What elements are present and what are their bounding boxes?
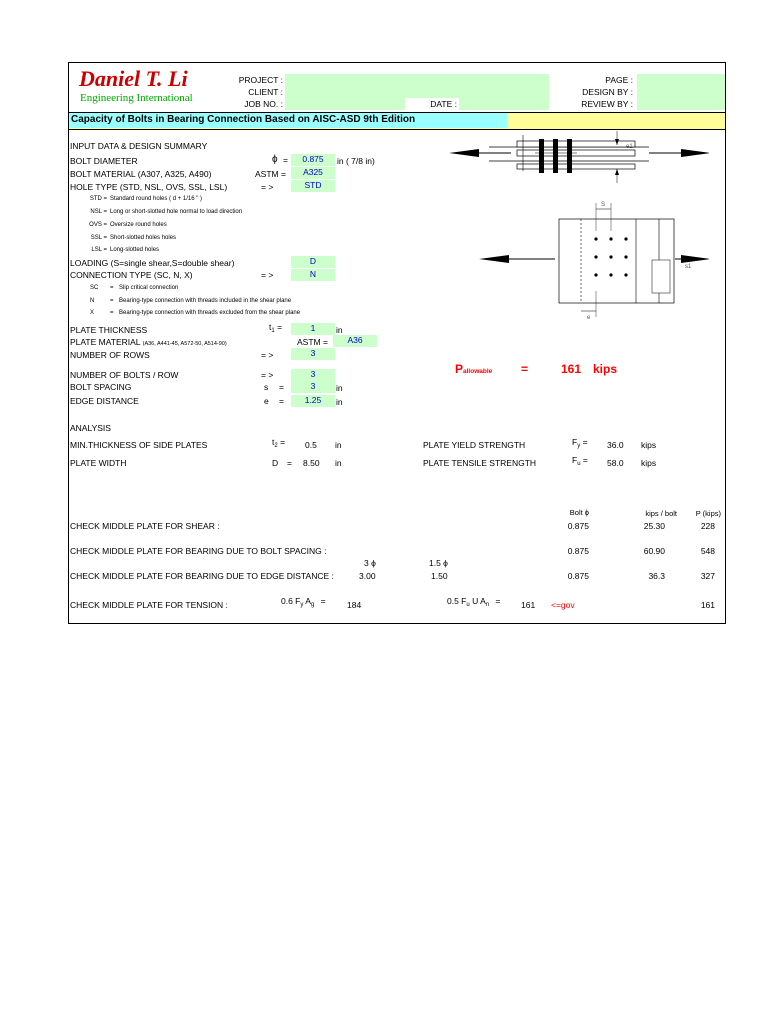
tension-value-2: 161: [521, 600, 536, 610]
tensile-label: PLATE TENSILE STRENGTH: [423, 458, 537, 468]
conn-desc: Bearing-type connection with threads included in the shear plane: [119, 298, 292, 304]
phi-symbol: ϕ: [272, 154, 278, 165]
input-section-title: INPUT DATA & DESIGN SUMMARY: [70, 141, 208, 151]
fy-letter: F: [572, 437, 578, 447]
plate-material-note: (A36, A441-45, A572-50, A514-90): [142, 341, 227, 347]
expr2-c: U A: [469, 596, 486, 606]
plate-material-text: PLATE MATERIAL: [70, 337, 141, 347]
gov-label: <=gov: [551, 600, 575, 610]
connection-input[interactable]: N: [291, 269, 335, 281]
diagram-s1-label: s1: [685, 264, 692, 270]
t2-sub: 2: [274, 443, 278, 449]
bolt-3: [567, 139, 572, 173]
conn-code: X: [90, 310, 95, 316]
plan-right-arrow: [681, 255, 709, 263]
connection-arrow: = >: [261, 270, 274, 280]
rows-input[interactable]: 3: [291, 348, 335, 360]
fu-letter: F: [572, 455, 578, 465]
connection-label: CONNECTION TYPE (SC, N, X): [70, 270, 193, 280]
min-thickness-unit: in: [335, 440, 342, 450]
hole-type-input[interactable]: STD: [291, 180, 335, 192]
expr2-a: 0.5 F: [447, 596, 467, 606]
diagram-e1-label: e1: [626, 144, 633, 150]
client-label: CLIENT :: [248, 87, 283, 97]
fy-value: 36.0: [607, 440, 624, 450]
hole-code: LSL =: [91, 247, 107, 253]
bolt-2: [553, 139, 558, 173]
bolts-per-row-arrow: = >: [261, 370, 274, 380]
one5-phi-label: 1.5 ϕ: [429, 558, 448, 568]
e-eq: =: [279, 396, 284, 406]
sheet-title: Capacity of Bolts in Bearing Connection Based on AISC-ASD 9th Edition: [71, 114, 416, 125]
three-phi-value: 3.00: [359, 571, 376, 581]
page-input[interactable]: [637, 74, 725, 86]
conn-sep: =: [110, 285, 114, 291]
plate-thickness-input[interactable]: 1: [291, 323, 335, 335]
calc-sheet: [68, 62, 726, 624]
hole-desc: Short-slotted holes holes: [110, 235, 177, 241]
min-thickness-value: 0.5: [305, 440, 317, 450]
expr1-c: A: [303, 596, 311, 606]
plan-view: [479, 203, 709, 317]
p-sub: allowable: [463, 368, 493, 375]
plate-width-value: 8.50: [303, 458, 320, 468]
hole-code: NSL =: [90, 209, 107, 215]
t2-letter: t: [272, 437, 275, 447]
spacing-input[interactable]: 3: [291, 381, 335, 393]
bolt-diameter-unit: in ( 7/8 in): [337, 156, 375, 166]
client-input[interactable]: [285, 86, 549, 98]
col-kips-bolt-header: kips / bolt: [645, 509, 677, 518]
expr2-eq: =: [495, 596, 501, 606]
plate-material-input[interactable]: A36: [333, 335, 377, 347]
design-by-input[interactable]: [637, 86, 725, 98]
bolt-diameter-input[interactable]: 0.875: [291, 154, 335, 166]
check-kips-bolt: 36.3: [648, 571, 665, 581]
diagram-s-label: S: [601, 202, 606, 208]
conn-code: N: [90, 298, 95, 304]
s-symbol: s: [264, 382, 269, 392]
fy-unit: kips: [641, 440, 657, 450]
col-p-header: P (kips): [695, 509, 721, 518]
expr1-eq: =: [320, 596, 326, 606]
t1-sub: 1: [271, 328, 275, 334]
allowable-result: [455, 361, 492, 380]
result-value: 161: [561, 362, 582, 376]
result-unit: kips: [593, 362, 618, 376]
bolts-per-row-input[interactable]: 3: [291, 369, 335, 381]
p-symbol: P: [455, 362, 464, 376]
plate-material-label: [70, 337, 227, 350]
plate-astm-label: ASTM =: [297, 337, 328, 347]
fy-sub: y: [577, 443, 581, 449]
bolts-per-row-label: NUMBER OF BOLTS / ROW: [70, 370, 179, 380]
design-by-label: DESIGN BY :: [582, 87, 633, 97]
spacing-label: BOLT SPACING: [70, 382, 132, 392]
conn-code: SC: [90, 285, 99, 291]
check-bolt: 0.875: [567, 546, 589, 556]
check-kips-bolt: 60.90: [643, 546, 665, 556]
yield-label: PLATE YIELD STRENGTH: [423, 440, 526, 450]
three-phi-label: 3 ϕ: [364, 558, 376, 568]
bolt-1: [539, 139, 544, 173]
fu-value: 58.0: [607, 458, 624, 468]
min-thickness-label: MIN.THICKNESS OF SIDE PLATES: [70, 440, 208, 450]
fu-unit: kips: [641, 458, 657, 468]
fu-sub: u: [577, 461, 581, 467]
conn-desc: Bearing-type connection with threads excluded from the shear plane: [119, 310, 301, 316]
t2-symbol: [272, 437, 285, 452]
hole-type-label: HOLE TYPE (STD, NSL, OVS, SSL, LSL): [70, 182, 228, 192]
expr1-d: g: [310, 602, 315, 608]
hole-code: SSL =: [90, 235, 107, 241]
d-symbol: D: [272, 458, 279, 468]
col-bolt-header: Bolt ϕ: [569, 508, 589, 517]
jobno-label: JOB NO. :: [244, 99, 283, 109]
left-load-arrow: [449, 149, 479, 157]
project-input[interactable]: [285, 74, 549, 86]
edge-unit: in: [336, 397, 343, 407]
rows-label: NUMBER OF ROWS: [70, 350, 150, 360]
t1-letter: t: [269, 322, 272, 332]
page-label: PAGE :: [605, 75, 633, 85]
bolt-material-label: BOLT MATERIAL (A307, A325, A490): [70, 169, 212, 179]
connection-diagram: [449, 131, 709, 341]
hole-desc: Long or short-slotted hole normal to load direction: [110, 209, 243, 215]
analysis-section-title: ANALYSIS: [70, 423, 111, 433]
t1-eq: =: [277, 322, 283, 332]
hole-type-arrow: = >: [261, 182, 274, 192]
fy-symbol: [572, 437, 588, 452]
t1-symbol: [269, 322, 282, 337]
fu-eq: =: [582, 455, 588, 465]
check-bolt: 0.875: [567, 521, 589, 531]
t2-eq: =: [280, 437, 286, 447]
conn-desc: Slip critical connection: [119, 285, 179, 291]
s-eq: =: [279, 382, 284, 392]
elevation-view: [449, 131, 709, 183]
tension-label: CHECK MIDDLE PLATE FOR TENSION :: [70, 600, 228, 610]
plate-width-label: PLATE WIDTH: [70, 458, 127, 468]
result-eq: =: [521, 362, 529, 376]
expr2-b: u: [466, 602, 470, 608]
review-by-input[interactable]: [637, 98, 725, 110]
loading-label: LOADING (S=single shear,S=double shear): [70, 258, 235, 268]
logo-subtitle: Engineering International: [80, 92, 193, 104]
project-label: PROJECT :: [238, 75, 283, 85]
phi-eq: =: [283, 155, 288, 165]
check-label: CHECK MIDDLE PLATE FOR SHEAR :: [70, 521, 220, 531]
conn-sep: =: [110, 310, 114, 316]
tension-expr-2: [447, 596, 500, 611]
jobno-input[interactable]: [285, 98, 405, 110]
date-input[interactable]: [459, 98, 549, 110]
hole-code: OVS =: [89, 222, 107, 228]
check-kips-bolt: 25.30: [643, 521, 665, 531]
spacing-unit: in: [336, 383, 343, 393]
check-p: 228: [700, 521, 715, 531]
hole-desc: Oversize round holes: [110, 222, 167, 228]
expr1-a: 0.6 F: [281, 596, 301, 606]
astm-label: ASTM =: [255, 169, 286, 179]
edge-label: EDGE DISTANCE: [70, 396, 139, 406]
plate-width-unit: in: [335, 458, 342, 468]
d-eq: =: [287, 458, 292, 468]
check-label: CHECK MIDDLE PLATE FOR BEARING DUE TO EDGE DISTANCE :: [70, 571, 334, 581]
hole-desc: Long-slotted holes: [110, 247, 160, 253]
rows-arrow: = >: [261, 350, 274, 360]
check-p: 327: [700, 571, 715, 581]
date-label: DATE :: [430, 99, 457, 109]
fy-eq: =: [582, 437, 588, 447]
tension-value-1: 184: [347, 600, 362, 610]
diagram-e-label: e: [587, 315, 591, 321]
check-bolt: 0.875: [567, 571, 589, 581]
hole-code: STD =: [89, 196, 107, 202]
conn-sep: =: [110, 298, 114, 304]
right-load-arrow: [681, 149, 709, 157]
fu-symbol: [572, 455, 588, 470]
expr2-d: n: [485, 602, 490, 608]
check-p: 548: [700, 546, 715, 556]
loading-input[interactable]: D: [291, 256, 335, 268]
edge-input[interactable]: 1.25: [291, 395, 335, 407]
check-label: CHECK MIDDLE PLATE FOR BEARING DUE TO BOLT SPACING :: [70, 546, 327, 556]
bolt-material-input[interactable]: A325: [291, 167, 335, 179]
one5-phi-value: 1.50: [431, 571, 448, 581]
bolt-diameter-label: BOLT DIAMETER: [70, 156, 138, 166]
tension-p: 161: [700, 600, 715, 610]
tension-expr-1: [281, 596, 326, 611]
expr1-b: y: [300, 602, 304, 608]
logo-name: Daniel T. Li: [79, 66, 188, 91]
e-symbol: e: [264, 396, 269, 406]
review-by-label: REVIEW BY :: [581, 99, 633, 109]
plan-left-arrow: [479, 255, 509, 263]
hole-desc: Standard round holes ( d + 1/16 " ): [110, 196, 203, 202]
plate-thickness-label: PLATE THICKNESS: [70, 325, 148, 335]
plate-thickness-unit: in: [336, 325, 343, 335]
